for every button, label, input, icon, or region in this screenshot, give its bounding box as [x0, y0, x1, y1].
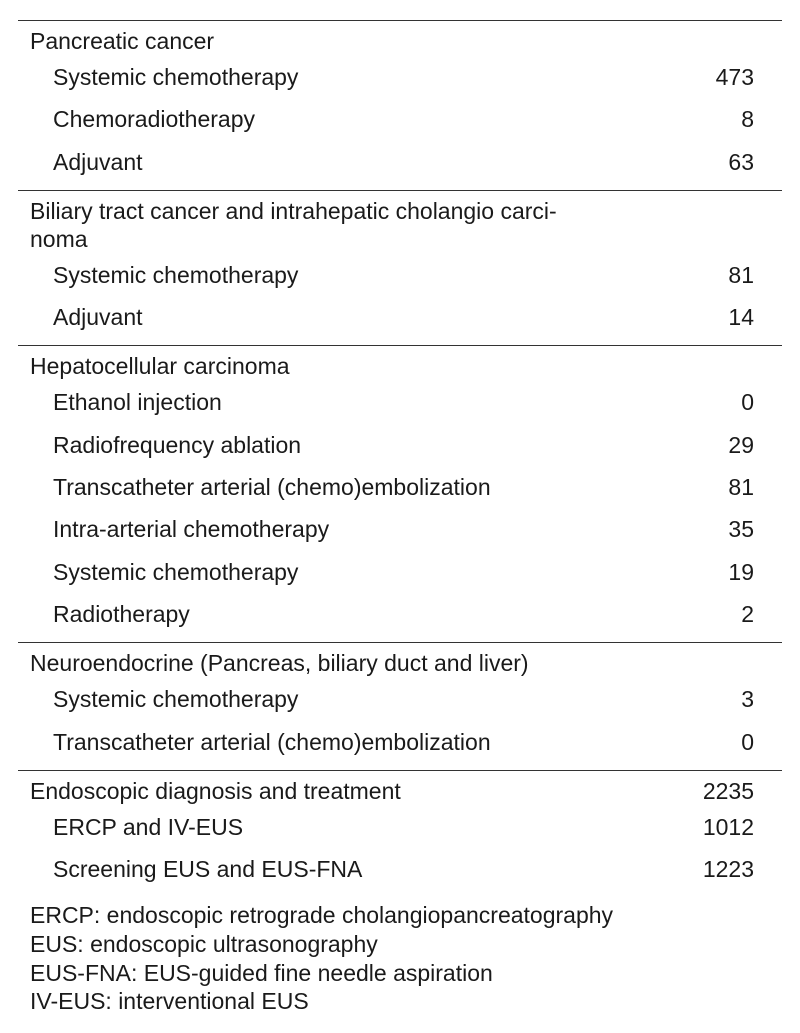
table-row — [18, 600, 782, 642]
table-row — [18, 728, 782, 770]
table-row — [18, 261, 782, 303]
row-value: 19 — [728, 558, 754, 585]
treatment-table — [18, 20, 782, 1016]
table-row — [18, 855, 782, 897]
row-label: Transcatheter arterial (chemo)embolization — [53, 474, 491, 501]
table-row — [18, 148, 782, 190]
row-value: 63 — [728, 148, 754, 175]
section-header — [18, 21, 782, 63]
row-label: Intra-arterial chemotherapy — [53, 516, 330, 543]
section-title: Hepatocellular carcinoma — [30, 353, 290, 380]
section-neuroendocrine — [18, 642, 782, 770]
table-row — [18, 303, 782, 345]
section-header — [18, 346, 782, 388]
row-value: 1012 — [702, 813, 754, 840]
row-value: 81 — [728, 474, 754, 501]
section-endoscopic — [18, 770, 782, 898]
row-value: 35 — [728, 516, 754, 543]
row-label: Screening EUS and EUS-FNA — [53, 856, 363, 883]
section-title-line2: noma — [30, 225, 88, 252]
row-label: Radiofrequency ablation — [53, 431, 302, 458]
section-header — [18, 771, 782, 813]
row-value: 2 — [741, 600, 754, 627]
table-row — [18, 473, 782, 515]
row-value: 473 — [715, 64, 754, 90]
row-value: 0 — [741, 389, 754, 416]
table-row — [18, 63, 782, 105]
section-biliary-tract-cancer — [18, 190, 782, 346]
table-row — [18, 105, 782, 147]
section-title-line1: Biliary tract cancer and intrahepatic cholangio carci- — [30, 197, 557, 224]
section-total-value: 2235 — [702, 777, 754, 804]
row-value: 8 — [741, 106, 754, 133]
row-label: Adjuvant — [53, 304, 143, 331]
row-label: ERCP and IV-EUS — [53, 813, 244, 840]
footnotes — [18, 901, 782, 1015]
row-label: Systemic chemotherapy — [53, 64, 299, 90]
footnote: EUS: endoscopic ultrasonography — [30, 931, 378, 958]
section-hepatocellular-carcinoma — [18, 345, 782, 642]
row-label: Systemic chemotherapy — [53, 558, 299, 585]
row-value: 1223 — [702, 856, 754, 883]
table-row — [18, 813, 782, 855]
row-label: Transcatheter arterial (chemo)embolization — [53, 728, 491, 755]
footnote: EUS-FNA: EUS-guided fine needle aspiration — [30, 959, 493, 986]
row-value: 14 — [728, 304, 754, 331]
row-value: 81 — [728, 261, 754, 288]
table-row — [18, 388, 782, 430]
footnote: ERCP: endoscopic retrograde cholangiopancreatography — [30, 902, 614, 929]
section-title: Neuroendocrine (Pancreas, biliary duct and liver) — [30, 650, 529, 677]
row-label: Radiotherapy — [53, 600, 190, 627]
row-value: 0 — [741, 728, 754, 755]
row-value: 29 — [728, 431, 754, 458]
section-title: Endoscopic diagnosis and treatment — [30, 777, 401, 804]
row-label: Adjuvant — [53, 148, 143, 175]
row-label: Systemic chemotherapy — [53, 261, 299, 288]
row-label: Systemic chemotherapy — [53, 686, 299, 713]
table-row — [18, 431, 782, 473]
row-label: Ethanol injection — [53, 389, 222, 416]
section-title — [30, 197, 557, 253]
section-header — [18, 191, 782, 261]
row-value: 3 — [741, 686, 754, 713]
section-pancreatic-cancer — [18, 20, 782, 190]
section-title: Pancreatic cancer — [30, 28, 215, 54]
table-row — [18, 558, 782, 600]
section-header — [18, 643, 782, 685]
table-row — [18, 685, 782, 727]
table-row — [18, 515, 782, 557]
footnote: IV-EUS: interventional EUS — [30, 988, 309, 1015]
row-label: Chemoradiotherapy — [53, 106, 256, 133]
